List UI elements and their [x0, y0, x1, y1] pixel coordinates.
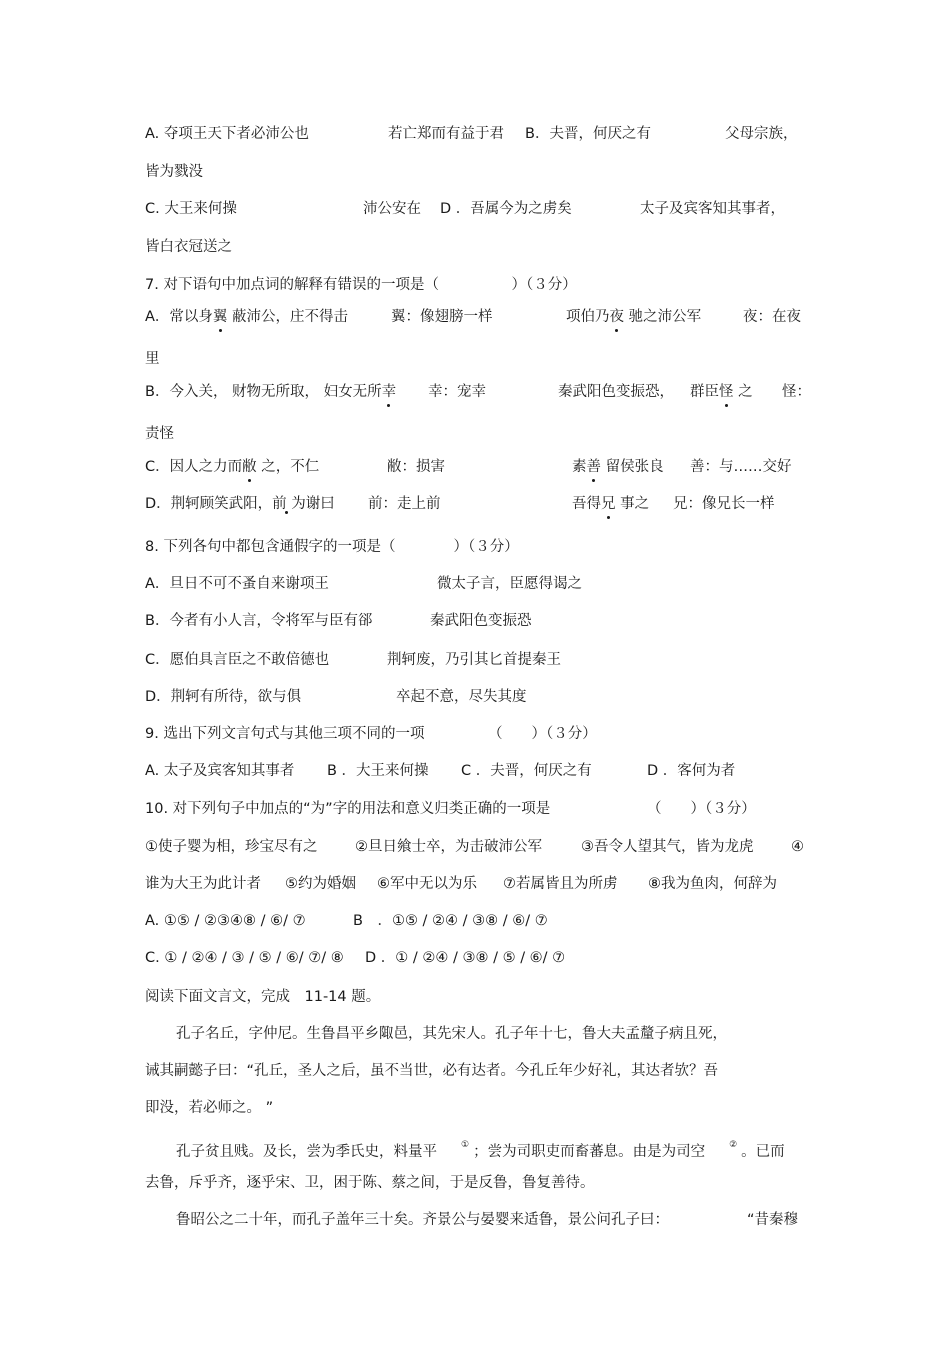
q9-option-a: A. 太子及宾客知其事者	[145, 763, 295, 779]
q7a-gloss-1: 翼：像翅膀一样	[391, 309, 493, 325]
passage-p1-line-1: 孔子名丘，字仲尼。生鲁昌平乡陬邑，其先宋人。孔子年十七，鲁大夫孟釐子病且死，	[176, 1026, 727, 1042]
q8d-text-1: D．荆轲有所待，欲与俱	[145, 689, 302, 705]
q7-option-b-cont: 责怪	[145, 426, 174, 442]
q10-option-b: B ．①⑤ / ②④ / ③⑧ / ⑥/ ⑦	[353, 913, 548, 929]
q7c-text-2: 之，不仁	[256, 459, 320, 475]
q9-option-c: C ．夫晋，何厌之有	[461, 763, 592, 779]
q10-sentence-8: ⑧我为鱼肉，何辞为	[648, 876, 777, 892]
option-d-text-2: 太子及宾客知其事者，	[640, 201, 785, 217]
question-8: 8. 下列各句中都包含通假字的一项是（ ）（３分）	[145, 539, 519, 555]
q9-text-1: 9. 选出下列文言句式与其他三项不同的一项	[145, 726, 425, 742]
options-line-1-cont: 皆为戮没	[145, 164, 203, 180]
q10-sentence-4-num: ④	[791, 839, 804, 855]
option-b-text: B．夫晋，何厌之有	[525, 126, 651, 142]
q10-option-c: C. ① / ②④ / ③ / ⑤ / ⑥/ ⑦/ ⑧	[145, 950, 344, 966]
footnote-marker-1: ①	[461, 1140, 470, 1150]
q8c-text-2: 荆轲废，乃引其匕首提秦王	[387, 652, 561, 668]
q7b-text-1: B．今入关， 财物无所取， 妇女无所	[145, 384, 382, 400]
q7b-text-3: 群臣	[690, 384, 719, 400]
option-a-text: A. 夺项王天下者必沛公也	[145, 126, 309, 142]
option-d-text: D ．吾属今为之虏矣	[440, 201, 572, 217]
option-c-text: C. 大王来何操	[145, 201, 237, 217]
q7a-text-2: 蔽沛公，庄不得击	[227, 309, 349, 325]
passage-p3-text-1: 鲁昭公之二十年，而孔子盖年三十矣。齐景公与晏婴来适鲁，景公问孔子曰：	[176, 1212, 669, 1228]
q7d-text-2: 为谢曰	[286, 496, 335, 512]
q10-option-d: D ．① / ②④ / ③⑧ / ⑤ / ⑥/ ⑦	[365, 950, 566, 966]
q7a-dotted-char-2: 夜	[609, 309, 624, 325]
passage-p2-text-3: 。已而	[741, 1144, 785, 1160]
q7b-gloss-1: 幸：宠幸	[428, 384, 486, 400]
q10-text-1: 10. 对下列句子中加点的“为”字的用法和意义归类正确的一项是	[145, 801, 551, 817]
q10-sentence-6: ⑥军中无以为乐	[377, 876, 477, 892]
q9-text-2: （ ）（３分）	[488, 726, 597, 742]
q8c-text-1: C．愿伯具言臣之不敢倍德也	[145, 652, 330, 668]
option-c-text-2: 沛公安在	[363, 201, 421, 217]
q10-sentence-4: 谁为大王为此计者	[145, 876, 261, 892]
q7d-text-4: 事之	[615, 496, 650, 512]
passage-p1-line-2: 诫其嗣懿子曰：“孔丘，圣人之后，虽不当世，必有达者。今孔丘年少好礼，其达者欤？吾	[145, 1063, 719, 1079]
q7c-text-1: C．因人之力而	[145, 459, 243, 475]
q8b-text-2: 秦武阳色变振恐	[430, 613, 532, 629]
option-b-text-2: 父母宗族，	[725, 126, 798, 142]
q7b-text-4: 之	[733, 384, 753, 400]
q8a-text-2: 微太子言，臣愿得谒之	[437, 576, 582, 592]
q7a-text-3: 项伯乃	[566, 309, 610, 325]
q7a-gloss-2: 夜：在夜	[743, 309, 801, 325]
q7-option-a-cont: 里	[145, 351, 160, 367]
q7c-text-3: 素	[572, 459, 587, 475]
q8b-text-1: B．今者有小人言，令将军与臣有郤	[145, 613, 373, 629]
q7c-gloss-1: 敝：损害	[387, 459, 445, 475]
q10-sentence-7: ⑦若属皆且为所虏	[503, 876, 618, 892]
q7d-gloss-2: 兄：像兄长一样	[673, 496, 775, 512]
q10-option-a: A. ①⑤ / ②③④⑧ / ⑥/ ⑦	[145, 913, 306, 929]
q7c-text-4: 留侯张良	[601, 459, 664, 475]
q7b-dotted-char-2: 怪	[719, 384, 734, 400]
q7d-dotted-char-2: 兄	[601, 496, 616, 512]
q8a-text-1: A．旦日不可不蚤自来谢项王	[145, 576, 329, 592]
q7c-dotted-char: 敝	[242, 459, 257, 475]
q9-option-b: B ．大王来何操	[327, 763, 429, 779]
passage-p2-line-2: 去鲁，斥乎齐，逐乎宋、卫，困于陈、蔡之间，于是反鲁，鲁复善待。	[145, 1175, 595, 1191]
q8d-text-2: 卒起不意，尽失其度	[396, 689, 527, 705]
passage-p2-text-1: 孔子贫且贱。及长，尝为季氏史，料量平	[176, 1144, 437, 1160]
q10-sentence-1: ①使子婴为相，珍宝尽有之	[145, 839, 318, 855]
q7b-gloss-2: 怪：	[782, 384, 811, 400]
options-line-2-cont: 皆白衣冠送之	[145, 239, 232, 255]
q10-sentence-3: ③吾令人望其气，皆为龙虎	[581, 839, 754, 855]
option-a-text-2: 若亡郑而有益于君	[388, 126, 504, 142]
q7a-dotted-char: 翼	[212, 309, 228, 325]
q10-sentence-2: ②旦日飨士卒，为击破沛公军	[355, 839, 542, 855]
passage-p2-line-1	[176, 1136, 785, 1161]
q7d-text-3: 吾得	[572, 496, 601, 512]
q9-option-d: D ．客何为者	[647, 763, 736, 779]
q7c-gloss-2: 善：与……交好	[690, 459, 792, 475]
passage-p2-text-2: ；尝为司职吏而畜蕃息。由是为司空	[473, 1144, 706, 1160]
q7d-gloss-1: 前：走上前	[368, 496, 441, 512]
question-7: 7. 对下语句中加点词的解释有错误的一项是（ ）（３分）	[145, 277, 577, 293]
q7a-text-1: A．常以身	[145, 309, 213, 325]
q7d-text-1: D．荆轲顾笑武阳，前	[145, 496, 287, 512]
q10-sentence-5: ⑤约为婚姻	[285, 876, 356, 892]
passage-p3-text-2: “昔秦穆	[747, 1212, 799, 1228]
q7b-dotted-char: 幸	[381, 384, 397, 400]
footnote-marker-2: ②	[729, 1140, 738, 1150]
q7c-dotted-char-2: 善	[586, 459, 601, 475]
q7b-text-2: 秦武阳色变振恐，	[558, 384, 674, 400]
q7a-text-4: 驰之沛公军	[624, 309, 702, 325]
q10-text-2: （ ）（３分）	[647, 801, 756, 817]
passage-p1-line-3: 即没，若必师之。 ”	[145, 1100, 274, 1116]
reading-instruction: 阅读下面文言文，完成 11-14 题。	[145, 989, 381, 1005]
